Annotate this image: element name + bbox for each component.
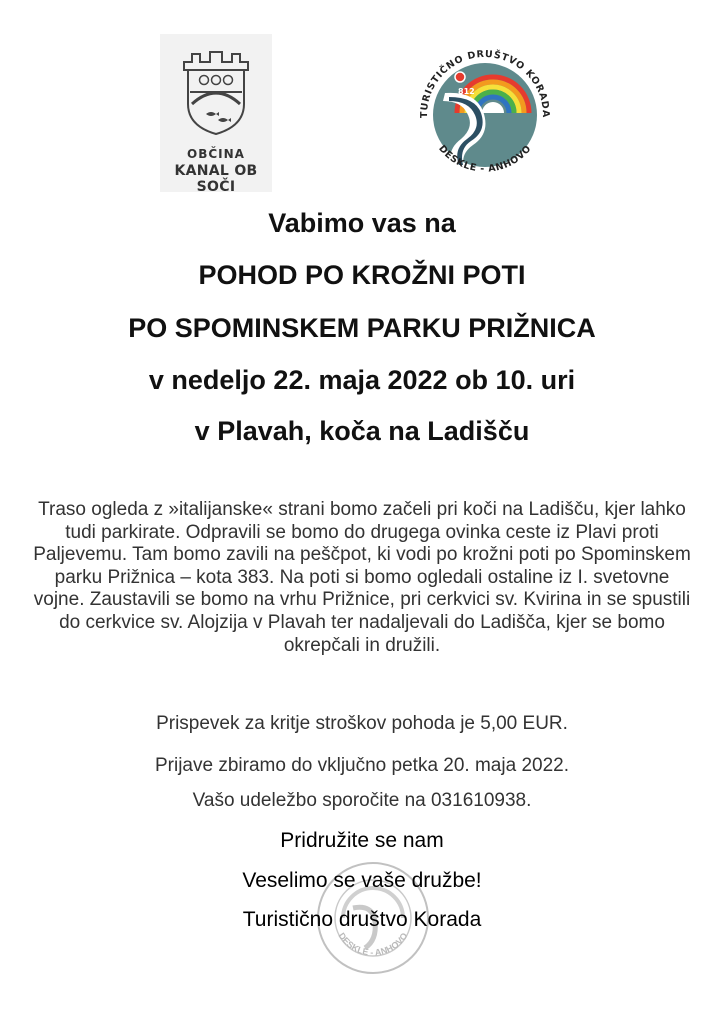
closing-looking-forward: Veselimo se vaše družbe! [242,869,482,892]
emblem-arc-bottom-text: DESKLE - ANHOVO [436,143,534,175]
closing-join: Pridružite se nam [280,829,444,852]
municipality-name-line1: OBČINA [187,147,245,161]
municipality-name-line2: KANAL OB SOČI [174,163,258,195]
fee-info: Prispevek za kritje stroškov pohoda je 5,00 EUR. [156,713,568,734]
stamp-arc-text: DESKLE - ANHOVO [336,930,410,958]
tourist-society-emblem-icon [405,33,565,193]
event-date-time: v nedeljo 22. maja 2022 ob 10. uri [148,365,576,395]
municipality-logo [160,34,272,195]
emblem-number: 812 [458,87,475,96]
invitation-heading: Vabimo vas na [268,208,456,238]
event-title-line1: POHOD PO KROŽNI POTI [198,260,526,290]
coat-of-arms-icon [160,34,272,144]
tourist-society-logo [405,33,565,193]
contact-info: Vašo udeležbo sporočite na 031610938. [192,790,532,811]
route-description: Traso ogleda z »italijanske« strani bomo začeli pri koči na Ladišču, kjer lahko tudi parkirate. Odpravili se bomo do drugega ovinka ceste iz Plavi proti Paljevemu. Tam bomo zavili na peščpot, ki vodi po krožni poti po Spominskem parku Prižnica – kota 383. Na poti si bomo ogledali ostaline iz I. svetovne vojne. Zaustavili se bomo na vrhu Prižnice, pri cerkvici sv. Kvirina in se spustili do cerkvice sv. Alojzija v Plavah ter nadaljevali do Ladišča, kjer se bomo okrepčali in družili. [33,499,691,656]
event-title-line2: PO SPOMINSKEM PARKU PRIŽNICA [128,313,596,343]
registration-deadline: Prijave zbiramo do vključno petka 20. maja 2022. [154,755,569,776]
emblem-arc-top-text: TURISTIČNO DRUŠTVO KORADA [418,48,552,119]
event-location: v Plavah, koča na Ladišču [194,416,530,446]
signature: Turistično društvo Korada [242,908,482,931]
